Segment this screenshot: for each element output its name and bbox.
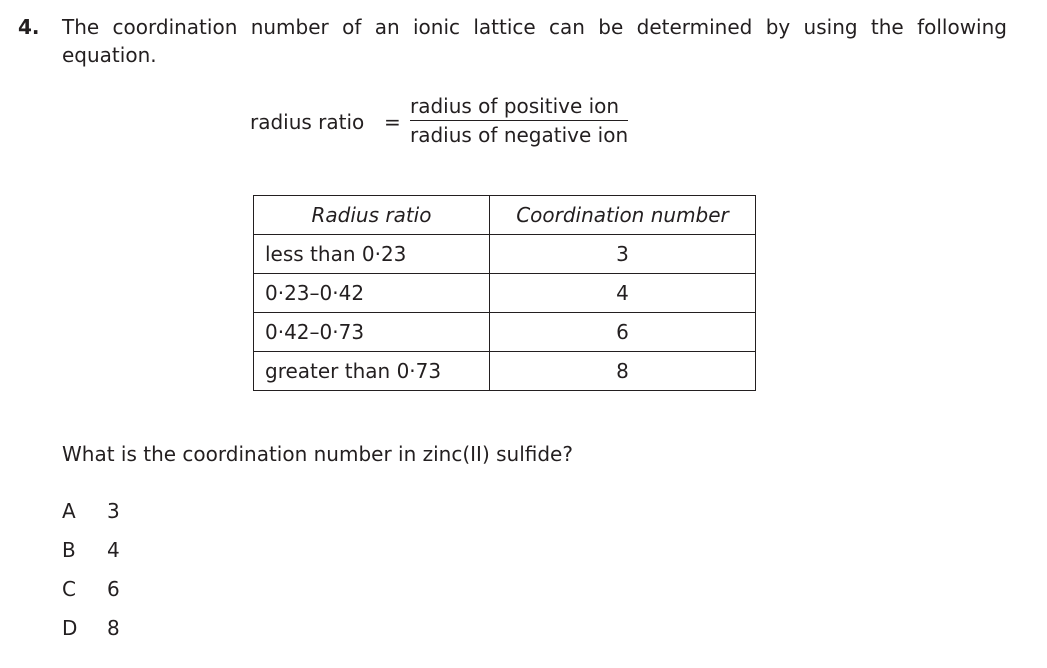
table-header-coordination-number: Coordination number bbox=[490, 196, 756, 235]
option-letter: A bbox=[62, 499, 76, 523]
table-row bbox=[254, 352, 756, 391]
equation-equals: = bbox=[384, 110, 401, 134]
option-letter: C bbox=[62, 577, 76, 601]
answer-option-b[interactable] bbox=[62, 536, 120, 575]
answer-options bbox=[62, 497, 120, 653]
option-text: 6 bbox=[107, 577, 120, 601]
question-number: 4. bbox=[18, 15, 40, 39]
table-cell-coordination-number: 6 bbox=[490, 313, 756, 352]
option-text: 3 bbox=[107, 499, 120, 523]
option-text: 4 bbox=[107, 538, 120, 562]
table-row bbox=[254, 313, 756, 352]
question-prompt: What is the coordination number in zinc(II) sulfide? bbox=[62, 442, 573, 466]
table-header-radius-ratio: Radius ratio bbox=[254, 196, 490, 235]
answer-option-c[interactable] bbox=[62, 575, 120, 614]
option-letter: B bbox=[62, 538, 76, 562]
table-cell-coordination-number: 8 bbox=[490, 352, 756, 391]
answer-option-a[interactable] bbox=[62, 497, 120, 536]
equation-denominator: radius of negative ion bbox=[410, 123, 629, 147]
answer-option-d[interactable] bbox=[62, 614, 120, 653]
equation-lhs: radius ratio bbox=[250, 110, 365, 134]
table-header-row bbox=[254, 196, 756, 235]
table-cell-radius-ratio: less than 0·23 bbox=[254, 235, 490, 274]
table-cell-coordination-number: 4 bbox=[490, 274, 756, 313]
equation-fraction bbox=[410, 92, 628, 149]
option-letter: D bbox=[62, 616, 78, 640]
table-row bbox=[254, 274, 756, 313]
table-cell-radius-ratio: 0·42–0·73 bbox=[254, 313, 490, 352]
question-stem: The coordination number of an ionic lattice can be determined by using the following equation. bbox=[62, 15, 1007, 67]
coordination-table bbox=[253, 195, 756, 391]
table-cell-coordination-number: 3 bbox=[490, 235, 756, 274]
table-cell-radius-ratio: 0·23–0·42 bbox=[254, 274, 490, 313]
table-cell-radius-ratio: greater than 0·73 bbox=[254, 352, 490, 391]
table-row bbox=[254, 235, 756, 274]
equation-numerator: radius of positive ion bbox=[410, 92, 628, 121]
option-text: 8 bbox=[107, 616, 120, 640]
